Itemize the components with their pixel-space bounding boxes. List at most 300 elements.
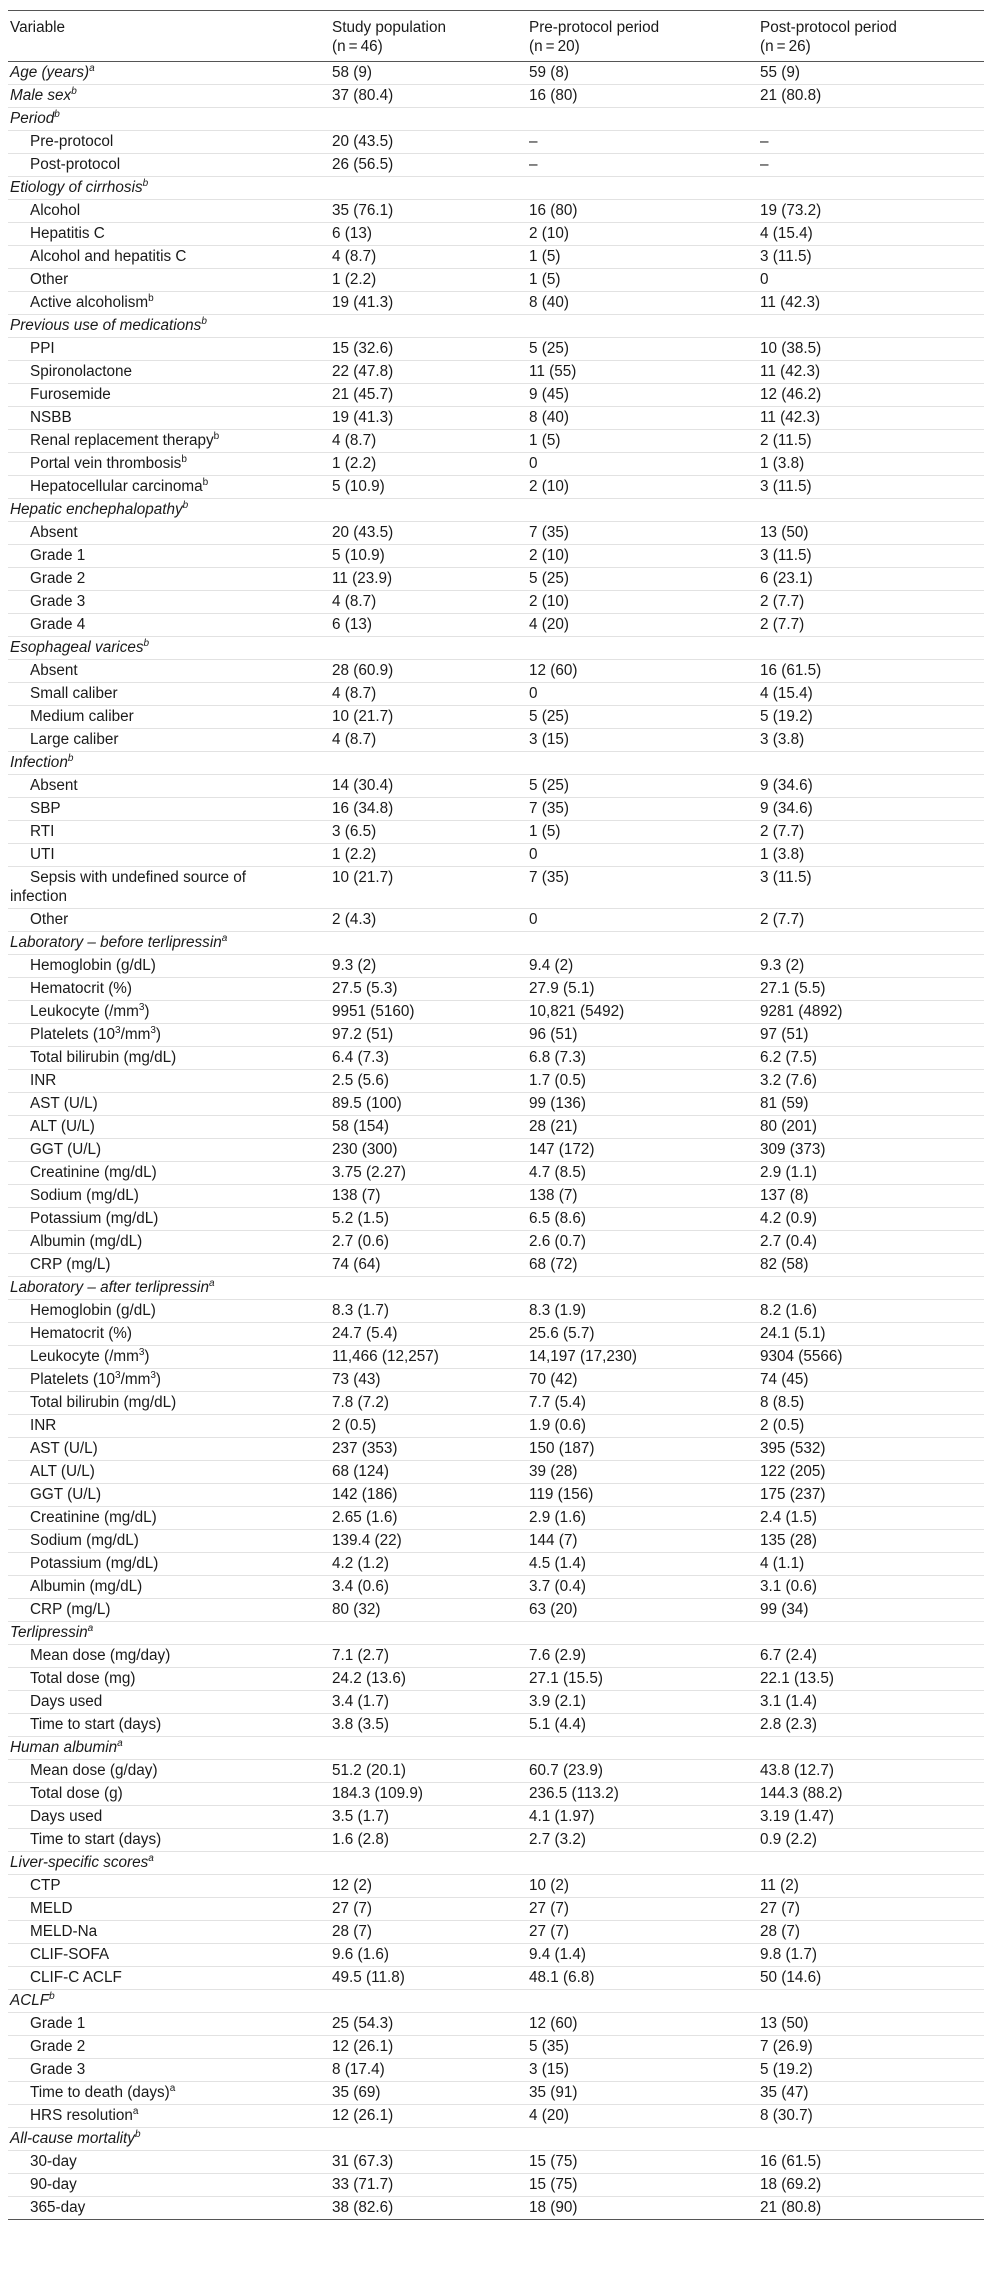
value-post-protocol <box>758 108 984 131</box>
value-pre-protocol: 1 (5) <box>527 246 758 269</box>
header-study-population <box>330 11 527 62</box>
value-study-population: 3 (6.5) <box>330 821 527 844</box>
row-label-text: Creatinine (mg/dL) <box>30 1509 157 1526</box>
value-post-protocol: 3.19 (1.47) <box>758 1806 984 1829</box>
table-row <box>8 867 984 909</box>
value-pre-protocol: 0 <box>527 453 758 476</box>
value-pre-protocol: 147 (172) <box>527 1139 758 1162</box>
value-pre-protocol: 15 (75) <box>527 2151 758 2174</box>
table-row <box>8 568 984 591</box>
table-row <box>8 1185 984 1208</box>
row-label-text: Spironolactone <box>30 363 133 380</box>
row-label-text: Creatinine (mg/dL) <box>30 1164 157 1181</box>
value-study-population: 11 (23.9) <box>330 568 527 591</box>
value-post-protocol: 27.1 (5.5) <box>758 978 984 1001</box>
value-pre-protocol: – <box>527 154 758 177</box>
value-study-population: 10 (21.7) <box>330 867 527 909</box>
value-post-protocol: 8 (8.5) <box>758 1392 984 1415</box>
value-post-protocol <box>758 932 984 955</box>
section-row <box>8 1852 984 1875</box>
value-pre-protocol: 1.7 (0.5) <box>527 1070 758 1093</box>
footnote-marker: b <box>213 430 220 442</box>
value-pre-protocol: 5.1 (4.4) <box>527 1714 758 1737</box>
value-pre-protocol: 4.5 (1.4) <box>527 1553 758 1576</box>
footnote-marker: a <box>117 1737 123 1749</box>
row-label <box>8 545 330 568</box>
row-label-text: NSBB <box>30 409 72 426</box>
value-post-protocol: 13 (50) <box>758 2013 984 2036</box>
value-study-population: 2 (4.3) <box>330 909 527 932</box>
value-study-population: 8 (17.4) <box>330 2059 527 2082</box>
row-label-text: Medium caliber <box>30 708 134 725</box>
value-study-population: 11,466 (12,257) <box>330 1346 527 1369</box>
row-label-text: 365-day <box>30 2199 86 2216</box>
table-row <box>8 384 984 407</box>
value-study-population <box>330 108 527 131</box>
row-label <box>8 1507 330 1530</box>
row-label <box>8 752 330 775</box>
value-post-protocol: 3 (11.5) <box>758 246 984 269</box>
row-label-text: All-cause mortality <box>10 2130 135 2147</box>
value-study-population: 139.4 (22) <box>330 1530 527 1553</box>
row-label-text: ) <box>155 1026 162 1043</box>
table-row <box>8 1208 984 1231</box>
value-post-protocol: 4 (1.1) <box>758 1553 984 1576</box>
value-pre-protocol: 12 (60) <box>527 2013 758 2036</box>
unit-superscript: 3 <box>138 1001 145 1013</box>
row-label <box>8 1024 330 1047</box>
table-row <box>8 1369 984 1392</box>
row-label-text: Other <box>30 911 69 928</box>
value-study-population <box>330 315 527 338</box>
value-study-population: 6 (13) <box>330 614 527 637</box>
value-post-protocol <box>758 637 984 660</box>
row-label-text: Grade 3 <box>30 2061 86 2078</box>
value-post-protocol: 3.2 (7.6) <box>758 1070 984 1093</box>
value-pre-protocol: 28 (21) <box>527 1116 758 1139</box>
row-label <box>8 1208 330 1231</box>
row-label-text: Mean dose (mg/day) <box>30 1647 171 1664</box>
value-pre-protocol: 6.5 (8.6) <box>527 1208 758 1231</box>
value-post-protocol: 4.2 (0.9) <box>758 1208 984 1231</box>
value-study-population: 74 (64) <box>330 1254 527 1277</box>
value-study-population: 4 (8.7) <box>330 729 527 752</box>
row-label-text: Grade 4 <box>30 616 86 633</box>
section-row <box>8 2128 984 2151</box>
table-row <box>8 1898 984 1921</box>
row-label <box>8 1875 330 1898</box>
footnote-marker: a <box>148 1852 154 1864</box>
row-label <box>8 1691 330 1714</box>
value-pre-protocol: 68 (72) <box>527 1254 758 1277</box>
value-post-protocol: 97 (51) <box>758 1024 984 1047</box>
value-post-protocol: 9.8 (1.7) <box>758 1944 984 1967</box>
row-label-text: Terlipressin <box>10 1624 88 1641</box>
value-post-protocol <box>758 1737 984 1760</box>
value-study-population: 58 (9) <box>330 62 527 85</box>
row-label-text: GGT (U/L) <box>30 1486 102 1503</box>
unit-superscript: 3 <box>115 1024 121 1036</box>
value-study-population: 1 (2.2) <box>330 453 527 476</box>
value-post-protocol: 16 (61.5) <box>758 2151 984 2174</box>
table-row <box>8 522 984 545</box>
table-row <box>8 1093 984 1116</box>
value-study-population: 51.2 (20.1) <box>330 1760 527 1783</box>
row-label-text: Potassium (mg/dL) <box>30 1210 159 1227</box>
row-label <box>8 1231 330 1254</box>
value-pre-protocol: 7 (35) <box>527 522 758 545</box>
row-label-text: MELD <box>30 1900 73 1917</box>
row-label-text: SBP <box>30 800 61 817</box>
row-label <box>8 2151 330 2174</box>
row-label <box>8 660 330 683</box>
row-label <box>8 131 330 154</box>
row-label <box>8 223 330 246</box>
table-row <box>8 2174 984 2197</box>
row-label-text: Time to death (days) <box>30 2084 170 2101</box>
row-label <box>8 1553 330 1576</box>
table-row <box>8 1346 984 1369</box>
row-label <box>8 1645 330 1668</box>
value-post-protocol: 3 (11.5) <box>758 867 984 909</box>
value-study-population: 5 (10.9) <box>330 476 527 499</box>
row-label-text: Period <box>10 110 55 127</box>
table-row <box>8 1300 984 1323</box>
table-row <box>8 955 984 978</box>
value-post-protocol: 8.2 (1.6) <box>758 1300 984 1323</box>
row-label <box>8 683 330 706</box>
value-study-population: 24.7 (5.4) <box>330 1323 527 1346</box>
row-label-text: Albumin (mg/dL) <box>30 1233 143 1250</box>
value-pre-protocol: 3 (15) <box>527 2059 758 2082</box>
footnote-marker: a <box>87 1622 94 1634</box>
value-pre-protocol: 2 (10) <box>527 476 758 499</box>
value-post-protocol <box>758 499 984 522</box>
row-label <box>8 1576 330 1599</box>
row-label-text: AST (U/L) <box>30 1440 98 1457</box>
row-label <box>8 1622 330 1645</box>
value-pre-protocol: 70 (42) <box>527 1369 758 1392</box>
value-pre-protocol: 4.7 (8.5) <box>527 1162 758 1185</box>
value-study-population: 10 (21.7) <box>330 706 527 729</box>
section-row <box>8 85 984 108</box>
value-pre-protocol: 0 <box>527 909 758 932</box>
footnote-marker: b <box>67 752 74 764</box>
value-study-population: 4 (8.7) <box>330 430 527 453</box>
value-post-protocol: 0.9 (2.2) <box>758 1829 984 1852</box>
footnote-marker: b <box>202 476 209 488</box>
row-label-text: CRP (mg/L) <box>30 1256 111 1273</box>
value-study-population: 49.5 (11.8) <box>330 1967 527 1990</box>
row-label-text: Furosemide <box>30 386 111 403</box>
value-study-population: 142 (186) <box>330 1484 527 1507</box>
row-label-text: Infection <box>10 754 68 771</box>
row-label-text: Hematocrit (%) <box>30 980 132 997</box>
row-label <box>8 1852 330 1875</box>
value-post-protocol: 10 (38.5) <box>758 338 984 361</box>
row-label <box>8 361 330 384</box>
value-pre-protocol: 10 (2) <box>527 1875 758 1898</box>
table-row <box>8 1070 984 1093</box>
value-pre-protocol: 138 (7) <box>527 1185 758 1208</box>
row-label <box>8 1990 330 2013</box>
footnote-marker: a <box>208 1277 215 1289</box>
row-label <box>8 1714 330 1737</box>
value-study-population: 24.2 (13.6) <box>330 1668 527 1691</box>
row-label <box>8 844 330 867</box>
value-study-population: 35 (76.1) <box>330 200 527 223</box>
row-label <box>8 476 330 499</box>
value-study-population: 16 (34.8) <box>330 798 527 821</box>
value-post-protocol: 2 (0.5) <box>758 1415 984 1438</box>
value-post-protocol: 2 (11.5) <box>758 430 984 453</box>
value-pre-protocol: 8 (40) <box>527 407 758 430</box>
row-label <box>8 568 330 591</box>
row-label <box>8 1668 330 1691</box>
section-row <box>8 1990 984 2013</box>
value-post-protocol <box>758 2128 984 2151</box>
value-pre-protocol <box>527 1737 758 1760</box>
value-post-protocol: 12 (46.2) <box>758 384 984 407</box>
value-study-population: 3.8 (3.5) <box>330 1714 527 1737</box>
table-row <box>8 1599 984 1622</box>
table-row <box>8 1967 984 1990</box>
row-label-text: Grade 1 <box>30 2015 86 2032</box>
row-label <box>8 614 330 637</box>
value-post-protocol: 3.1 (0.6) <box>758 1576 984 1599</box>
value-study-population: 22 (47.8) <box>330 361 527 384</box>
value-post-protocol: 0 <box>758 269 984 292</box>
row-label-text: Hepatocellular carcinoma <box>30 478 203 495</box>
table-row <box>8 269 984 292</box>
table-row <box>8 1829 984 1852</box>
row-label <box>8 177 330 200</box>
table-row <box>8 2151 984 2174</box>
table-row <box>8 1231 984 1254</box>
unit-superscript: 3 <box>150 1024 156 1036</box>
value-post-protocol: 9.3 (2) <box>758 955 984 978</box>
row-label <box>8 2036 330 2059</box>
value-pre-protocol: 2.6 (0.7) <box>527 1231 758 1254</box>
table-row <box>8 1461 984 1484</box>
row-label-text: Absent <box>30 662 78 679</box>
value-post-protocol: 16 (61.5) <box>758 660 984 683</box>
row-label <box>8 246 330 269</box>
value-post-protocol: 2.8 (2.3) <box>758 1714 984 1737</box>
footnote-marker: b <box>71 85 77 97</box>
value-study-population <box>330 2128 527 2151</box>
value-study-population: 37 (80.4) <box>330 85 527 108</box>
row-label-text: Sodium (mg/dL) <box>30 1187 139 1204</box>
row-label-text: Grade 2 <box>30 570 86 587</box>
row-label <box>8 706 330 729</box>
value-study-population <box>330 1852 527 1875</box>
value-post-protocol: 4 (15.4) <box>758 223 984 246</box>
value-post-protocol: 18 (69.2) <box>758 2174 984 2197</box>
value-post-protocol: 1 (3.8) <box>758 453 984 476</box>
value-pre-protocol: 1.9 (0.6) <box>527 1415 758 1438</box>
row-label-text: Pre-protocol <box>30 133 114 150</box>
row-label-text: Total dose (g) <box>30 1785 123 1802</box>
value-pre-protocol: 144 (7) <box>527 1530 758 1553</box>
row-label-text: Hepatic enchephalopathy <box>10 501 183 518</box>
value-post-protocol: 19 (73.2) <box>758 200 984 223</box>
table-row <box>8 1806 984 1829</box>
row-label-text: Sodium (mg/dL) <box>30 1532 139 1549</box>
value-pre-protocol: 63 (20) <box>527 1599 758 1622</box>
value-post-protocol: – <box>758 154 984 177</box>
table-row <box>8 1415 984 1438</box>
section-row <box>8 315 984 338</box>
value-pre-protocol: 99 (136) <box>527 1093 758 1116</box>
value-study-population: 4 (8.7) <box>330 683 527 706</box>
row-label <box>8 1162 330 1185</box>
table-row <box>8 660 984 683</box>
row-label-text: Other <box>30 271 69 288</box>
row-label <box>8 821 330 844</box>
value-post-protocol: 9 (34.6) <box>758 798 984 821</box>
row-label-text: Days used <box>30 1693 103 1710</box>
row-label <box>8 407 330 430</box>
row-label-text: Hemoglobin (g/dL) <box>30 1302 156 1319</box>
value-study-population: 2.5 (5.6) <box>330 1070 527 1093</box>
row-label <box>8 1415 330 1438</box>
row-label <box>8 85 330 108</box>
row-label <box>8 1599 330 1622</box>
value-pre-protocol: 7 (35) <box>527 798 758 821</box>
row-label-text: Grade 2 <box>30 2038 86 2055</box>
value-post-protocol: 74 (45) <box>758 1369 984 1392</box>
value-study-population <box>330 177 527 200</box>
table-header <box>8 11 984 62</box>
value-study-population <box>330 637 527 660</box>
value-study-population: 237 (353) <box>330 1438 527 1461</box>
value-study-population: 5 (10.9) <box>330 545 527 568</box>
row-label <box>8 1185 330 1208</box>
value-pre-protocol: 27 (7) <box>527 1921 758 1944</box>
row-label-text: CRP (mg/L) <box>30 1601 111 1618</box>
row-label-text: ALT (U/L) <box>30 1118 95 1135</box>
value-study-population: 3.75 (2.27) <box>330 1162 527 1185</box>
row-label <box>8 729 330 752</box>
row-label-text: Potassium (mg/dL) <box>30 1555 159 1572</box>
row-label-text: INR <box>30 1072 57 1089</box>
table-row <box>8 1001 984 1024</box>
value-study-population: 4 (8.7) <box>330 246 527 269</box>
unit-superscript: 3 <box>138 1346 145 1358</box>
row-label-text: Grade 1 <box>30 547 86 564</box>
value-study-population: 12 (2) <box>330 1875 527 1898</box>
table-row <box>8 1438 984 1461</box>
value-pre-protocol: 6.8 (7.3) <box>527 1047 758 1070</box>
table-row <box>8 545 984 568</box>
value-post-protocol: 5 (19.2) <box>758 2059 984 2082</box>
footnote-marker: b <box>142 177 149 189</box>
value-pre-protocol: 7 (35) <box>527 867 758 909</box>
row-label <box>8 1461 330 1484</box>
row-label-text: Large caliber <box>30 731 119 748</box>
value-pre-protocol: 59 (8) <box>527 62 758 85</box>
value-pre-protocol: 39 (28) <box>527 1461 758 1484</box>
row-label <box>8 1438 330 1461</box>
table-row <box>8 706 984 729</box>
value-post-protocol: 2 (7.7) <box>758 614 984 637</box>
table-row <box>8 407 984 430</box>
value-pre-protocol: 5 (35) <box>527 2036 758 2059</box>
value-study-population: 12 (26.1) <box>330 2105 527 2128</box>
value-pre-protocol: 2 (10) <box>527 223 758 246</box>
value-post-protocol: 11 (42.3) <box>758 407 984 430</box>
value-post-protocol: 6.7 (2.4) <box>758 1645 984 1668</box>
value-post-protocol: 2 (7.7) <box>758 821 984 844</box>
row-label-text: ) <box>155 1371 162 1388</box>
row-label <box>8 453 330 476</box>
value-pre-protocol: 5 (25) <box>527 338 758 361</box>
row-label-text: Etiology of cirrhosis <box>10 179 143 196</box>
value-post-protocol: 6.2 (7.5) <box>758 1047 984 1070</box>
value-pre-protocol <box>527 315 758 338</box>
table-row <box>8 1645 984 1668</box>
row-label-text: Post-protocol <box>30 156 121 173</box>
value-pre-protocol: 16 (80) <box>527 200 758 223</box>
row-label-text: Platelets (10 <box>30 1371 116 1388</box>
value-pre-protocol: 7.6 (2.9) <box>527 1645 758 1668</box>
value-post-protocol: 309 (373) <box>758 1139 984 1162</box>
table-row <box>8 1392 984 1415</box>
value-pre-protocol: 27 (7) <box>527 1898 758 1921</box>
value-pre-protocol: 1 (5) <box>527 430 758 453</box>
row-label-text: Time to start (days) <box>30 1716 162 1733</box>
value-pre-protocol <box>527 177 758 200</box>
row-label-text: HRS resolution <box>30 2107 133 2124</box>
value-study-population: 4.2 (1.2) <box>330 1553 527 1576</box>
value-pre-protocol: 4 (20) <box>527 614 758 637</box>
value-pre-protocol: 15 (75) <box>527 2174 758 2197</box>
value-pre-protocol <box>527 1622 758 1645</box>
value-study-population: 138 (7) <box>330 1185 527 1208</box>
header-row <box>8 11 984 62</box>
value-pre-protocol: 16 (80) <box>527 85 758 108</box>
row-label-text: Small caliber <box>30 685 118 702</box>
table-row <box>8 1760 984 1783</box>
value-pre-protocol <box>527 1852 758 1875</box>
header-n: (n = 20) <box>529 38 580 55</box>
value-pre-protocol: 5 (25) <box>527 706 758 729</box>
value-pre-protocol: 35 (91) <box>527 2082 758 2105</box>
value-study-population: 9.6 (1.6) <box>330 1944 527 1967</box>
row-label <box>8 269 330 292</box>
row-label-text: Active alcoholism <box>30 294 149 311</box>
value-study-population: 7.8 (7.2) <box>330 1392 527 1415</box>
value-pre-protocol: 1 (5) <box>527 269 758 292</box>
row-label-text: ALT (U/L) <box>30 1463 95 1480</box>
row-label <box>8 1760 330 1783</box>
row-label-text: Liver-specific scores <box>10 1854 149 1871</box>
value-post-protocol: 21 (80.8) <box>758 85 984 108</box>
value-post-protocol: 11 (2) <box>758 1875 984 1898</box>
data-table <box>8 10 984 2220</box>
row-label-text: AST (U/L) <box>30 1095 98 1112</box>
section-row <box>8 932 984 955</box>
value-post-protocol: 1 (3.8) <box>758 844 984 867</box>
row-label <box>8 1323 330 1346</box>
row-label <box>8 1530 330 1553</box>
value-post-protocol <box>758 1277 984 1300</box>
value-post-protocol: 11 (42.3) <box>758 292 984 315</box>
row-label-text: UTI <box>30 846 55 863</box>
row-label-text: /mm <box>120 1371 151 1388</box>
table-row <box>8 476 984 499</box>
